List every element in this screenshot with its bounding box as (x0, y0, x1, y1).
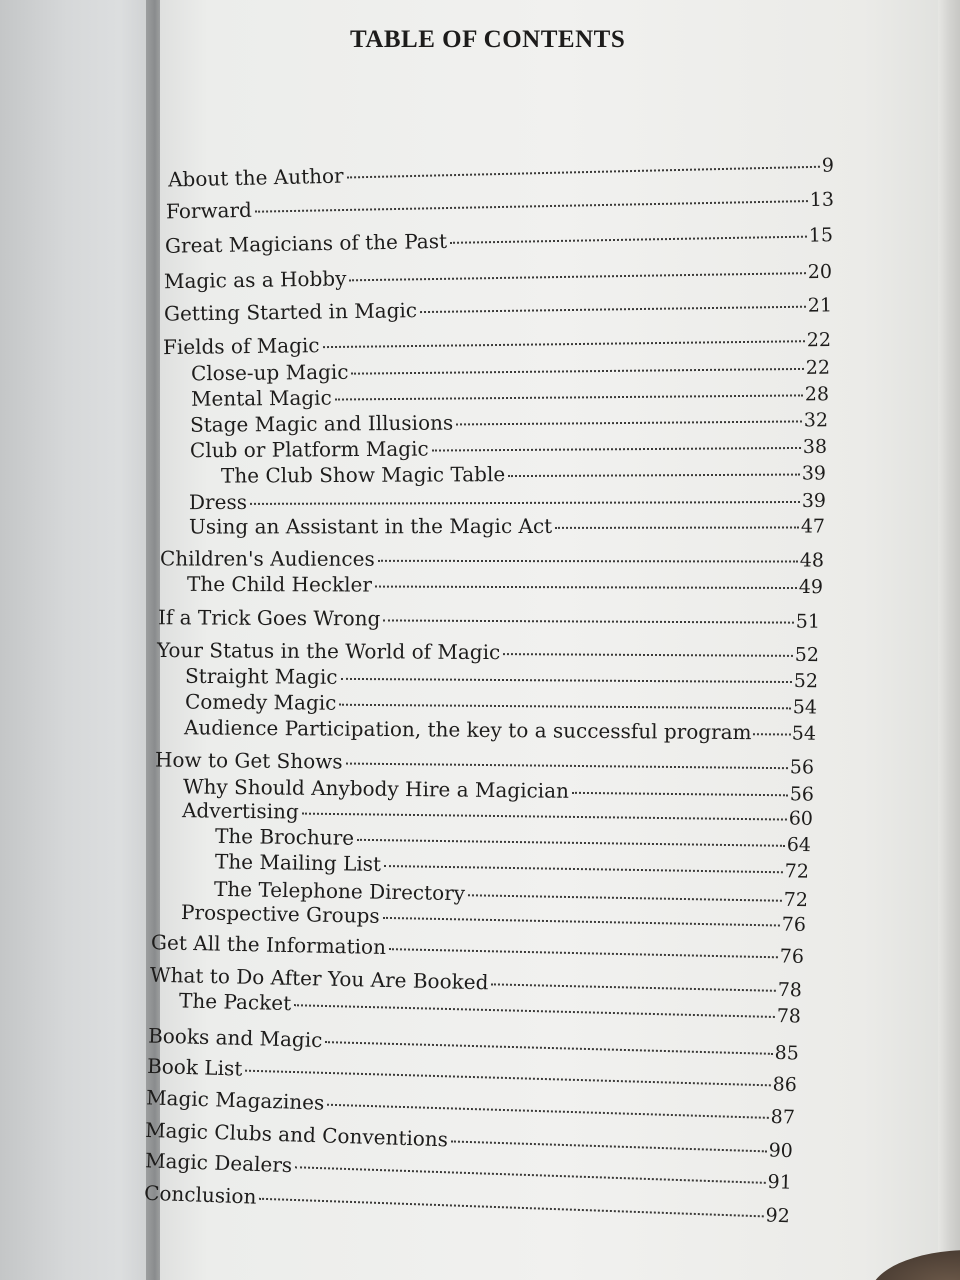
toc-entry-label: Advertising (181, 798, 299, 824)
toc-entry-label: The Mailing List (214, 849, 382, 876)
toc-entry-page: 52 (793, 670, 819, 693)
page-title: TABLE OF CONTENTS (350, 26, 626, 53)
dot-leader (383, 917, 780, 927)
toc-entry (185, 664, 818, 693)
toc-entry-page: 52 (794, 643, 820, 667)
toc-entry-label: Stage Magic and Illusions (189, 410, 454, 437)
toc-entry (190, 434, 827, 463)
toc-entry-label: The Child Heckler (186, 571, 372, 597)
toc-entry-page: 51 (795, 610, 821, 633)
toc-entry-page: 78 (777, 978, 803, 1002)
toc-entry-page: 86 (772, 1073, 798, 1097)
toc-entry-page: 76 (779, 945, 805, 968)
toc-entry (187, 572, 823, 599)
dot-leader (503, 653, 793, 657)
toc-entry-page: 47 (800, 515, 826, 538)
toc-entry-page: 38 (802, 435, 828, 458)
toc-entry-page: 72 (783, 888, 809, 912)
toc-entry-label: Magic Magazines (145, 1085, 325, 1115)
toc-entry-page: 85 (774, 1041, 800, 1065)
toc-entry (168, 152, 834, 192)
toc-entry (221, 460, 826, 488)
toc-entry-label: The Brochure (214, 823, 355, 850)
toc-entry-label: Mental Magic (190, 385, 332, 411)
toc-entry-page: 76 (781, 913, 807, 936)
dot-leader (339, 704, 790, 710)
toc-entry-page: 39 (801, 489, 827, 512)
toc-entry-label: Your Status in the World of Magic (156, 637, 501, 665)
toc-entry (189, 488, 826, 515)
dot-leader (340, 678, 791, 683)
toc-entry-page: 64 (786, 833, 812, 857)
dot-leader (245, 1070, 770, 1087)
toc-entry (158, 605, 820, 633)
toc-entry-label: Prospective Groups (180, 900, 380, 928)
dot-leader (302, 813, 787, 821)
toc-entry-label: Using an Assistant in the Magic Act (188, 513, 553, 539)
toc-entry-label: Close-up Magic (190, 359, 349, 386)
toc-entry-page: 56 (789, 756, 815, 779)
toc-entry-label: Get All the Information (150, 930, 387, 960)
toc-entry-label: Dress (188, 489, 248, 515)
toc-entry (164, 259, 832, 294)
toc-entry (190, 407, 828, 438)
dot-leader (255, 200, 808, 213)
toc-entry-label: Great Magicians of the Past (164, 228, 448, 258)
dot-leader (383, 619, 793, 623)
toc-entry-label: Book List (146, 1053, 243, 1081)
toc-entry-label: The Packet (178, 988, 292, 1016)
toc-entry-label: Forward (165, 197, 253, 224)
dot-leader (295, 1166, 766, 1184)
dot-leader (327, 1104, 768, 1119)
toc-entry-page: 87 (770, 1105, 796, 1129)
toc-entry-page: 39 (801, 462, 827, 485)
toc-entry-label: Books and Magic (147, 1023, 323, 1053)
toc-entry (164, 292, 832, 326)
toc-entry-page: 20 (807, 260, 833, 284)
toc-entry-label: The Telephone Directory (213, 876, 466, 906)
toc-entry-label: Children's Audiences (159, 546, 375, 571)
dot-leader (432, 447, 801, 452)
dot-leader (351, 368, 803, 375)
toc-entry-page: 54 (792, 696, 818, 719)
toc-entry-label: Getting Started in Magic (163, 298, 418, 326)
toc-entry-label: Straight Magic (184, 663, 338, 689)
toc-entry (160, 546, 824, 572)
toc-entry-page: 21 (807, 294, 833, 317)
toc-entry-page: 32 (803, 409, 829, 432)
toc-entry-label: Audience Participation, the key to a successful program (183, 715, 752, 745)
toc-entry-page: 15 (808, 224, 834, 247)
toc-entry-page: 28 (804, 383, 830, 406)
dot-leader (323, 340, 805, 348)
toc-entry-label: About the Author (167, 163, 344, 192)
toc-entry-label: Magic Clubs and Conventions (144, 1117, 449, 1152)
toc-entry-label: Magic as a Hobby (163, 266, 347, 294)
dot-leader (250, 501, 800, 505)
dot-leader (378, 560, 798, 563)
toc-entry-page: 22 (806, 328, 832, 352)
dot-leader (468, 894, 782, 901)
toc-entry-page: 78 (776, 1005, 802, 1028)
dot-leader (420, 306, 806, 313)
dot-leader (294, 1004, 775, 1018)
dot-leader (335, 394, 803, 400)
toc-entry-page: 9 (821, 154, 835, 177)
toc-entry-label: Fields of Magic (162, 333, 320, 360)
dot-leader (389, 948, 778, 958)
toc-entry-page: 72 (784, 860, 810, 883)
toc-entry (166, 187, 834, 225)
toc-entry-page: 92 (765, 1204, 791, 1228)
toc-entry-label: How to Get Shows (154, 747, 343, 774)
toc-entry-page: 22 (805, 356, 831, 379)
dot-leader (753, 733, 791, 735)
dot-leader (572, 792, 788, 796)
dot-leader (450, 236, 807, 244)
toc-entry-label: Club or Platform Magic (189, 436, 429, 463)
toc-entry-page: 90 (768, 1139, 794, 1163)
dot-leader (491, 983, 775, 991)
dot-leader (508, 474, 800, 478)
toc-entry (157, 638, 819, 667)
toc-entry-label: Magic Dealers (144, 1148, 293, 1178)
dot-leader (384, 865, 783, 873)
toc-entry-page: 48 (799, 549, 825, 572)
toc-entry-page: 54 (791, 722, 817, 745)
toc-entry-page: 13 (809, 188, 835, 212)
dot-leader (259, 1198, 763, 1218)
toc-entry-label: The Club Show Magic Table (220, 462, 506, 488)
toc-entry-label: If a Trick Goes Wrong (157, 605, 381, 631)
toc-entry-page: 49 (798, 576, 824, 599)
dot-leader (451, 1140, 767, 1152)
toc-entry-page: 60 (788, 807, 814, 830)
toc-entry (184, 715, 816, 746)
toc-entry-page: 56 (789, 783, 815, 806)
dot-leader (325, 1041, 772, 1055)
dot-leader (357, 839, 785, 847)
toc-entry (165, 222, 833, 259)
toc-entry (151, 930, 804, 969)
dot-leader (347, 166, 820, 179)
toc-entry (189, 513, 825, 539)
dot-leader (375, 586, 797, 589)
dot-leader (346, 763, 788, 770)
dot-leader (555, 526, 799, 528)
toc-entry-label: Conclusion (143, 1180, 257, 1209)
dot-leader (349, 272, 805, 281)
toc-entry (185, 690, 817, 720)
toc-entry-label: Why Should Anybody Hire a Magician (182, 774, 570, 803)
toc-entry-page: 91 (767, 1170, 793, 1194)
toc-entry-label: Comedy Magic (184, 689, 337, 715)
dot-leader (456, 420, 802, 425)
toc-entry-label: What to Do After You Are Booked (149, 962, 489, 995)
